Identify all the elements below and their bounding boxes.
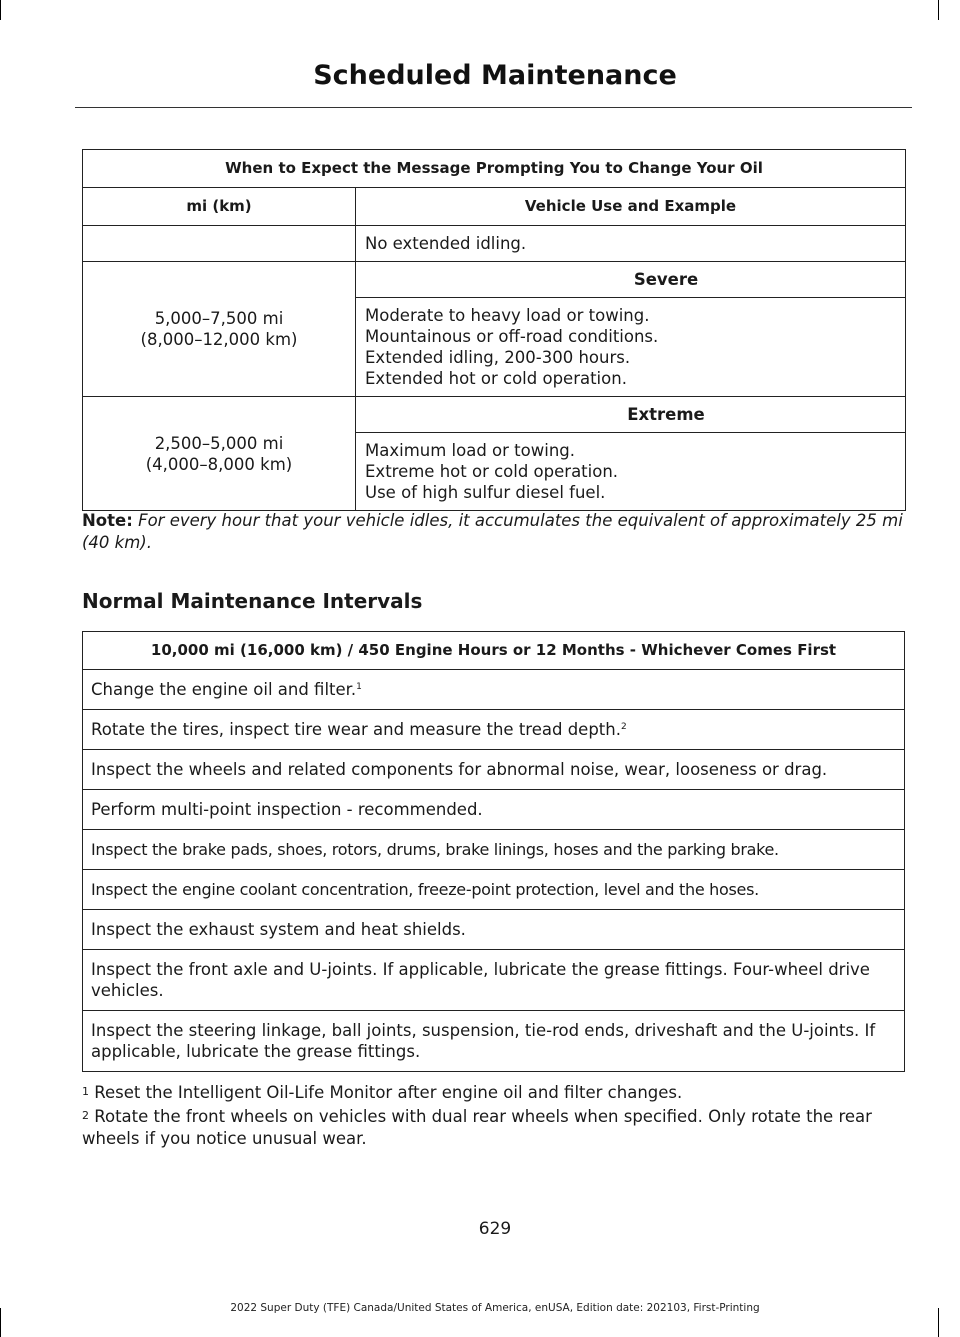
page-title: Scheduled Maintenance (313, 60, 677, 91)
column-header-vehicle-use: Vehicle Use and Example (356, 188, 906, 226)
edition-footer: 2022 Super Duty (TFE) Canada/United States of America, enUSA, Edition date: 202103, First-Printing (230, 1302, 760, 1314)
severe-example: Mountainous or off-road conditions. (365, 327, 659, 346)
severe-example: Extended hot or cold operation. (365, 369, 627, 388)
severe-label: Severe (356, 262, 906, 298)
table-row (83, 226, 906, 262)
table-row (83, 950, 905, 1011)
footnote-text: Reset the Intelligent Oil-Life Monitor after engine oil and filter changes. (94, 1083, 683, 1102)
footnote-mark: 2 (82, 1109, 89, 1122)
severe-interval (83, 262, 356, 397)
footnotes (82, 1082, 910, 1152)
maint-item: Inspect the front axle and U-joints. If applicable, lubricate the grease fittings. Four-wheel drive vehicles. (83, 950, 905, 1011)
severe-examples (356, 298, 906, 397)
severe-example: Moderate to heavy load or towing. (365, 306, 650, 325)
table-row (83, 670, 905, 710)
maint-item-text: Change the engine oil and filter. (91, 680, 357, 699)
extreme-interval-km: (4,000–8,000 km) (145, 454, 293, 474)
table-header-row (83, 188, 906, 226)
table-row (83, 1011, 905, 1072)
column-header-mi: mi (km) (83, 188, 356, 226)
note-text: For every hour that your vehicle idles, it accumulates the equivalent of approximately 25 mi (40 km). (82, 511, 903, 552)
maint-item-text: Rotate the tires, inspect tire wear and measure the tread depth. (91, 720, 621, 739)
table-header-row (83, 150, 906, 188)
extreme-interval (83, 397, 356, 511)
maint-item: Inspect the exhaust system and heat shields. (83, 910, 905, 950)
normal-use-tail: No extended idling. (356, 226, 906, 262)
table-cell-empty (83, 226, 356, 262)
oil-table-caption: When to Expect the Message Prompting You to Change Your Oil (83, 150, 906, 188)
severe-interval-mi: 5,000–7,500 mi (154, 309, 284, 328)
extreme-example: Extreme hot or cold operation. (365, 462, 619, 481)
extreme-label: Extreme (356, 397, 906, 433)
table-row (83, 830, 905, 870)
table-row (83, 262, 906, 298)
maint-item: Inspect the steering linkage, ball joints, suspension, tie-rod ends, driveshaft and the U-joints. If applicable, lubricate the grease fittings. (83, 1011, 905, 1072)
extreme-examples (356, 433, 906, 511)
severe-interval-km: (8,000–12,000 km) (140, 330, 298, 349)
crop-mark (938, 0, 939, 20)
oil-change-message-table (82, 149, 906, 511)
extreme-example: Use of high sulfur diesel fuel. (365, 483, 606, 502)
maint-item: Perform multi-point inspection - recommended. (83, 790, 905, 830)
table-row (83, 397, 906, 433)
footnote (82, 1106, 910, 1150)
footnote-mark: 1 (82, 1085, 89, 1098)
footnote-text: Rotate the front wheels on vehicles with dual rear wheels when specified. Only rotate the rear wheels if you notice unusual wear. (82, 1107, 872, 1148)
note-label: Note: (82, 511, 133, 530)
severe-example: Extended idling, 200-300 hours. (365, 348, 631, 367)
footnote (82, 1082, 910, 1104)
crop-mark (0, 0, 1, 20)
footnote-ref: 1 (356, 682, 362, 692)
maint-item (83, 710, 905, 750)
table-row (83, 750, 905, 790)
maint-item: Inspect the engine coolant concentration, freeze-point protection, level and the hoses. (83, 870, 905, 910)
title-divider (75, 107, 912, 108)
page-number: 629 (478, 1219, 512, 1239)
maint-item (83, 670, 905, 710)
table-row (83, 790, 905, 830)
normal-maintenance-table (82, 631, 905, 1072)
maint-table-caption: 10,000 mi (16,000 km) / 450 Engine Hours or 12 Months - Whichever Comes First (83, 632, 905, 670)
extreme-example: Maximum load or towing. (365, 441, 575, 460)
maint-item: Inspect the brake pads, shoes, rotors, drums, brake linings, hoses and the parking brake. (83, 830, 905, 870)
extreme-interval-mi: 2,500–5,000 mi (154, 433, 284, 453)
maint-item: Inspect the wheels and related components for abnormal noise, wear, looseness or drag. (83, 750, 905, 790)
footnote-ref: 2 (620, 722, 627, 732)
section-heading: Normal Maintenance Intervals (82, 589, 423, 613)
table-row (83, 910, 905, 950)
idle-note (82, 510, 910, 554)
table-header-row (83, 632, 905, 670)
table-row (83, 870, 905, 910)
table-row (83, 710, 905, 750)
